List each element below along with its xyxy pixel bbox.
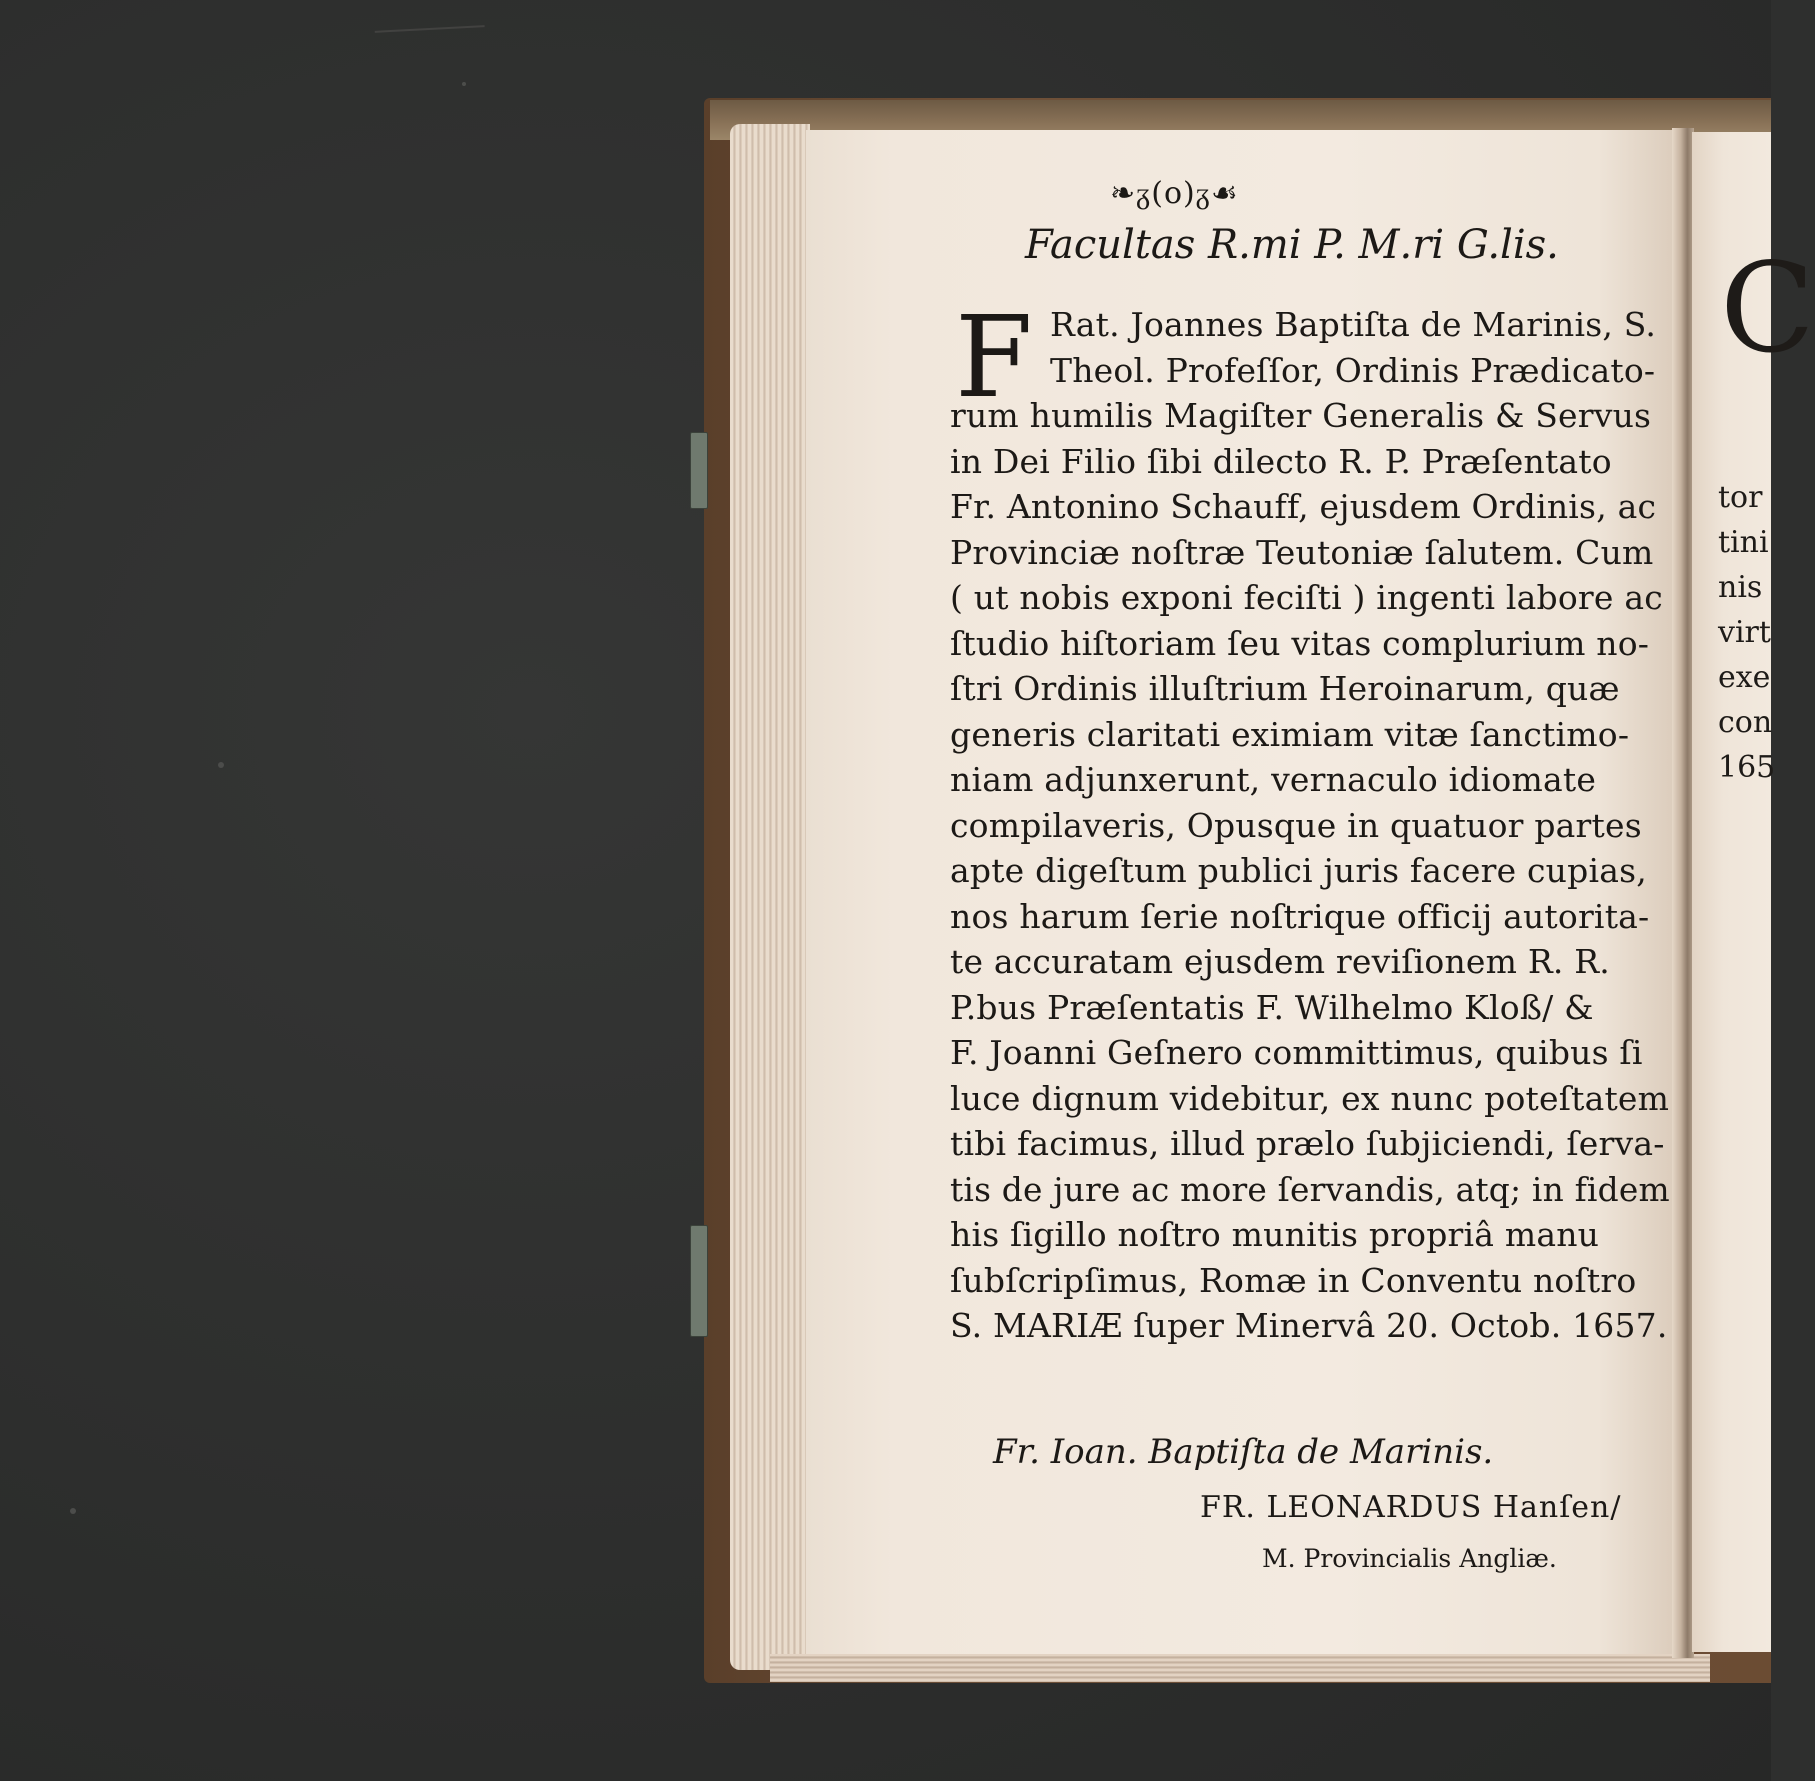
body-line: te accuratam ejusdem reviſionem R. R.	[950, 942, 1610, 981]
pencil-mark	[375, 25, 486, 45]
right-page-fragment: virt	[1718, 615, 1771, 650]
dust-speck	[218, 762, 224, 768]
body-line: ſubſcripſimus, Romæ in Conventu noſtro	[950, 1260, 1637, 1300]
page-header-ornament: ❧ᵹ(o)ᵹ☙	[1110, 176, 1239, 211]
signature-provincialis: FR. LEONARDUS Hanſen/	[1200, 1490, 1622, 1525]
body-line: in Dei Filio ſibi dilecto R. P. Præſentato	[950, 441, 1612, 481]
right-page-fragment: con	[1718, 705, 1773, 740]
page-edges-left	[730, 124, 810, 1670]
body-line: ſtri Ordinis illuſtrium Heroinarum, quæ	[950, 669, 1620, 708]
right-page-fragment: exe	[1718, 660, 1771, 695]
body-line: Fr. Antonino Schauff, ejusdem Ordinis, ac	[950, 487, 1657, 526]
body-line: ſtudio hiſtoriam ſeu vitas complurium no-	[950, 623, 1650, 663]
dust-speck	[462, 82, 466, 86]
body-line: F. Joanni Geſnero committimus, quibus ſi	[950, 1033, 1643, 1072]
right-page-fragment: tor	[1718, 480, 1763, 515]
clasp-bottom	[690, 1225, 708, 1337]
dust-speck	[70, 1508, 76, 1514]
body-line: S. MARIÆ ſuper Minervâ 20. Octob. 1657.	[950, 1306, 1668, 1345]
body-line: ( ut nobis exponi feciſti ) ingenti labore ac	[950, 578, 1663, 617]
body-line: Theol. Profeſſor, Ordinis Prædicato-	[1050, 350, 1656, 390]
body-line: nos harum ſerie noſtrique officij autorita-	[950, 896, 1650, 936]
body-line: luce dignum videbitur, ex nunc poteſtatem	[950, 1078, 1670, 1118]
right-page-fragment: nis	[1718, 570, 1763, 605]
right-page-fragment: 165	[1718, 750, 1776, 785]
page-heading: Facultas R.mi P. M.ri G.lis.	[1025, 222, 1559, 268]
body-line: rum humilis Magiſter Generalis & Servus	[950, 396, 1652, 435]
body-line: Rat. Joannes Baptiſta de Marinis, S.	[1050, 305, 1657, 344]
body-line: apte digeſtum publici juris facere cupias,	[950, 851, 1647, 890]
body-line: tis de jure ac more ſervandis, atq; in fidem	[950, 1169, 1670, 1209]
body-line: tibi facimus, illud prælo ſubjiciendi, ſerva-	[950, 1124, 1665, 1163]
drop-capital: F	[955, 293, 1033, 423]
body-line: his ſigillo noſtro munitis propriâ manu	[950, 1215, 1600, 1254]
body-line: P.bus Præſentatis F. Wilhelmo Kloß/ &	[950, 987, 1594, 1027]
right-page-partial	[1692, 132, 1815, 1652]
body-line: Provinciæ noſtræ Teutoniæ ſalutem. Cum	[950, 532, 1654, 572]
body-line: compilaveris, Opusque in quatuor partes	[950, 805, 1642, 845]
signature-magister-generalis: Fr. Ioan. Baptiſta de Marinis.	[993, 1432, 1494, 1472]
right-page-dropcap: C	[1720, 237, 1815, 381]
book-gutter	[1672, 128, 1694, 1658]
right-page-fragment: tini	[1718, 525, 1769, 560]
body-line: niam adjunxerunt, vernaculo idiomate	[950, 760, 1597, 799]
clasp-top	[690, 432, 708, 509]
body-line: generis claritati eximiam vitæ ſanctimo-	[950, 714, 1630, 754]
page-edges-bottom	[770, 1654, 1710, 1682]
signature-provincialis-title: M. Provincialis Angliæ.	[1262, 1544, 1557, 1573]
